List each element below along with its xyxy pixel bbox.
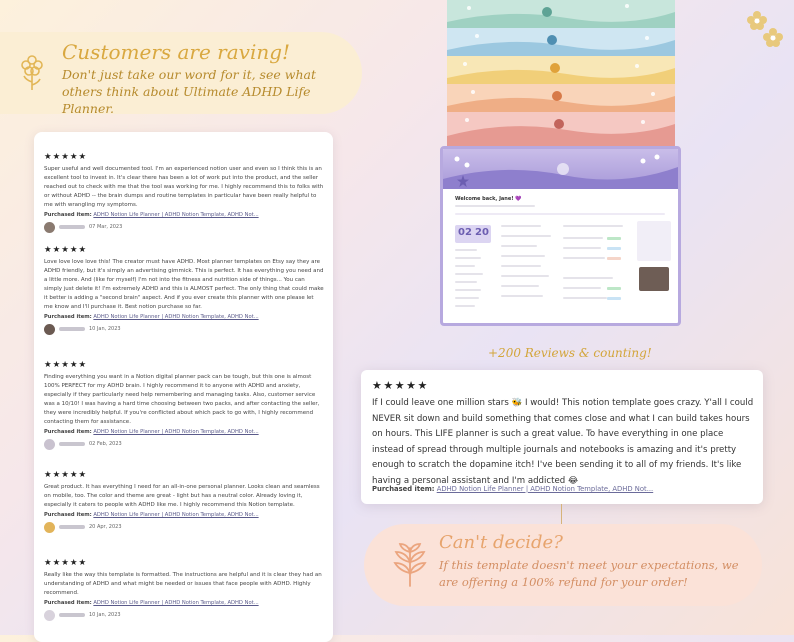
reviews-card	[34, 132, 333, 642]
preview-banner-art	[443, 149, 678, 189]
review-text: Love love love love this! The creator must have ADHD. Most planner templates on Etsy say they are ADHD friendly, but it's simply an advertising gimmick. This is perfect. It has everything you need and a little more. And (like for myself) I'm not into the fitness and nutrition side of things... You can simply just delete it! I'm extremely ADHD and this is ALMOST perfect. The only thing that could make it better is adding a "second brain" aspect. And if you ever create this planner with one please let me know and I'll purchase it. Best notion purchase so far.	[44, 259, 324, 310]
star-rating: ★★★★★	[44, 470, 88, 480]
review-item	[44, 152, 324, 233]
review-text: Great product. It has everything I need for an all-in-one personal planner. Looks clean and seamless on mobile, too. The color and theme are great - light but has a neutral color. Already loving it, especially it caters to people with ADHD like me. I highly recommend this Notion template.	[44, 484, 320, 508]
purchased-item: Purchased item: ADHD Notion Life Planner | ADHD Notion Template, ADHD Not...	[44, 512, 259, 518]
reviewer-name-blurred	[59, 442, 85, 446]
review-item	[44, 360, 324, 450]
reviewer-name-blurred	[59, 525, 85, 529]
review-text: Finding everything you want in a Notion digital planner pack can be tough, but this one is almost 100% PERFECT for my ADHD brain. I highly recommend it to anyone with ADHD and anxiety, especially if they particularly need help remembering and managing tasks. Also, customer service was a 10/10! I was having a hard time choosing between two packs, and after contacting the seller, they were incredibly helpful. If you're conflicted about which pack to go with, I highly recommend contacting them for assistance.	[44, 374, 320, 425]
purchased-item-link[interactable]: ADHD Notion Life Planner | ADHD Notion Template, ADHD Not...	[93, 429, 259, 435]
review-date: 10 Jan, 2023	[89, 326, 121, 332]
avatar	[44, 324, 55, 335]
featured-purchased-item-link[interactable]: ADHD Notion Life Planner | ADHD Notion Template, ADHD Not...	[436, 485, 654, 493]
refund-title: Can't decide?	[439, 532, 563, 553]
star-rating: ★★★★★	[44, 360, 88, 370]
avatar	[44, 222, 55, 233]
purchased-item-link[interactable]: ADHD Notion Life Planner | ADHD Notion Template, ADHD Not...	[93, 600, 259, 606]
purchased-item: Purchased item: ADHD Notion Life Planner | ADHD Notion Template, ADHD Not...	[44, 429, 259, 435]
flowers-icon	[745, 8, 785, 50]
preview-welcome: Welcome back, Jane! 💜	[455, 196, 522, 202]
featured-purchased-item: Purchased item: ADHD Notion Life Planner | ADHD Notion Template, ADHD Not...	[372, 485, 654, 493]
preview-photo	[639, 267, 669, 291]
refund-subtitle: If this template doesn't meet your expectations, we are offering a 100% refund for your order!	[439, 558, 739, 589]
star-rating: ★★★★★	[44, 152, 88, 162]
preview-calendar-date: 20	[475, 227, 489, 238]
review-date: 07 Mar, 2023	[89, 224, 123, 230]
purchased-item: Purchased item: ADHD Notion Life Planner | ADHD Notion Template, ADHD Not...	[44, 314, 259, 320]
star-rating: ★★★★★	[44, 558, 88, 568]
avatar	[44, 610, 55, 621]
review-date: 20 Apr, 2023	[89, 524, 122, 530]
avatar	[44, 439, 55, 450]
featured-review-text: If I could leave one million stars 🐝 I would! This notion template goes crazy. Y'all I could NEVER sit down and build something that comes close and what I can build takes hours on hours. This LIFE planner is such a great value. To have everything in one place instead of spread through multiple journals and notebooks is amazing and it's pretty enough to scratch the dopamine itch! I've been sending it to all of my friends. It's like having a personal assistant and I'm addicted 😂	[372, 398, 754, 486]
header-title: Customers are raving!	[62, 40, 291, 64]
reviewer-name-blurred	[59, 613, 85, 617]
header-subtitle: Don't just take our word for it, see what others think about Ultimate ADHD Life Planner.	[62, 67, 316, 116]
preview-calendar-day: 02	[458, 227, 472, 238]
planner-theme-banners	[447, 0, 675, 146]
preview-banner	[443, 149, 678, 189]
connector-line	[561, 504, 562, 524]
flower-icon	[18, 52, 46, 92]
preview-mini-calendar	[637, 221, 671, 261]
review-date: 02 Feb, 2023	[89, 441, 122, 447]
review-text: Super useful and well documented tool. I'm an experienced notion user and even so I think this is an excellent tool to invest in. It's clear there has been a lot of work put into the product, and the seller reached out to check with me that the tool was working for me. I highly recommend this to folks with or without ADHD -- the brain dumps and routine templates in particular have been really helpful to me with wrangling my symptoms.	[44, 166, 324, 208]
review-item	[44, 558, 324, 621]
purchased-item-link[interactable]: ADHD Notion Life Planner | ADHD Notion Template, ADHD Not...	[93, 512, 259, 518]
review-text: Really like the way this template is formatted. The instructions are helpful and it is clear they had an understanding of ADHD and what might be needed or issues that face people with ADHD. Highly recommend.	[44, 572, 322, 596]
reviewer-name-blurred	[59, 225, 85, 229]
theme-banner-stack	[447, 0, 675, 146]
featured-star-rating: ★★★★★	[372, 379, 429, 392]
reviewer-name-blurred	[59, 327, 85, 331]
purchased-item-link[interactable]: ADHD Notion Life Planner | ADHD Notion Template, ADHD Not...	[93, 314, 259, 320]
purchased-item-link[interactable]: ADHD Notion Life Planner | ADHD Notion Template, ADHD Not...	[93, 212, 259, 218]
purchased-item: Purchased item: ADHD Notion Life Planner | ADHD Notion Template, ADHD Not...	[44, 600, 259, 606]
avatar	[44, 522, 55, 533]
planner-preview	[440, 146, 681, 326]
star-icon	[457, 175, 469, 187]
leaf-icon	[392, 540, 428, 588]
reviews-counting: +200 Reviews & counting!	[488, 346, 652, 360]
review-date: 10 Jan, 2023	[89, 612, 121, 618]
purchased-item: Purchased item: ADHD Notion Life Planner | ADHD Notion Template, ADHD Not...	[44, 212, 259, 218]
star-rating: ★★★★★	[44, 245, 88, 255]
review-item	[44, 470, 324, 533]
review-item	[44, 245, 324, 335]
